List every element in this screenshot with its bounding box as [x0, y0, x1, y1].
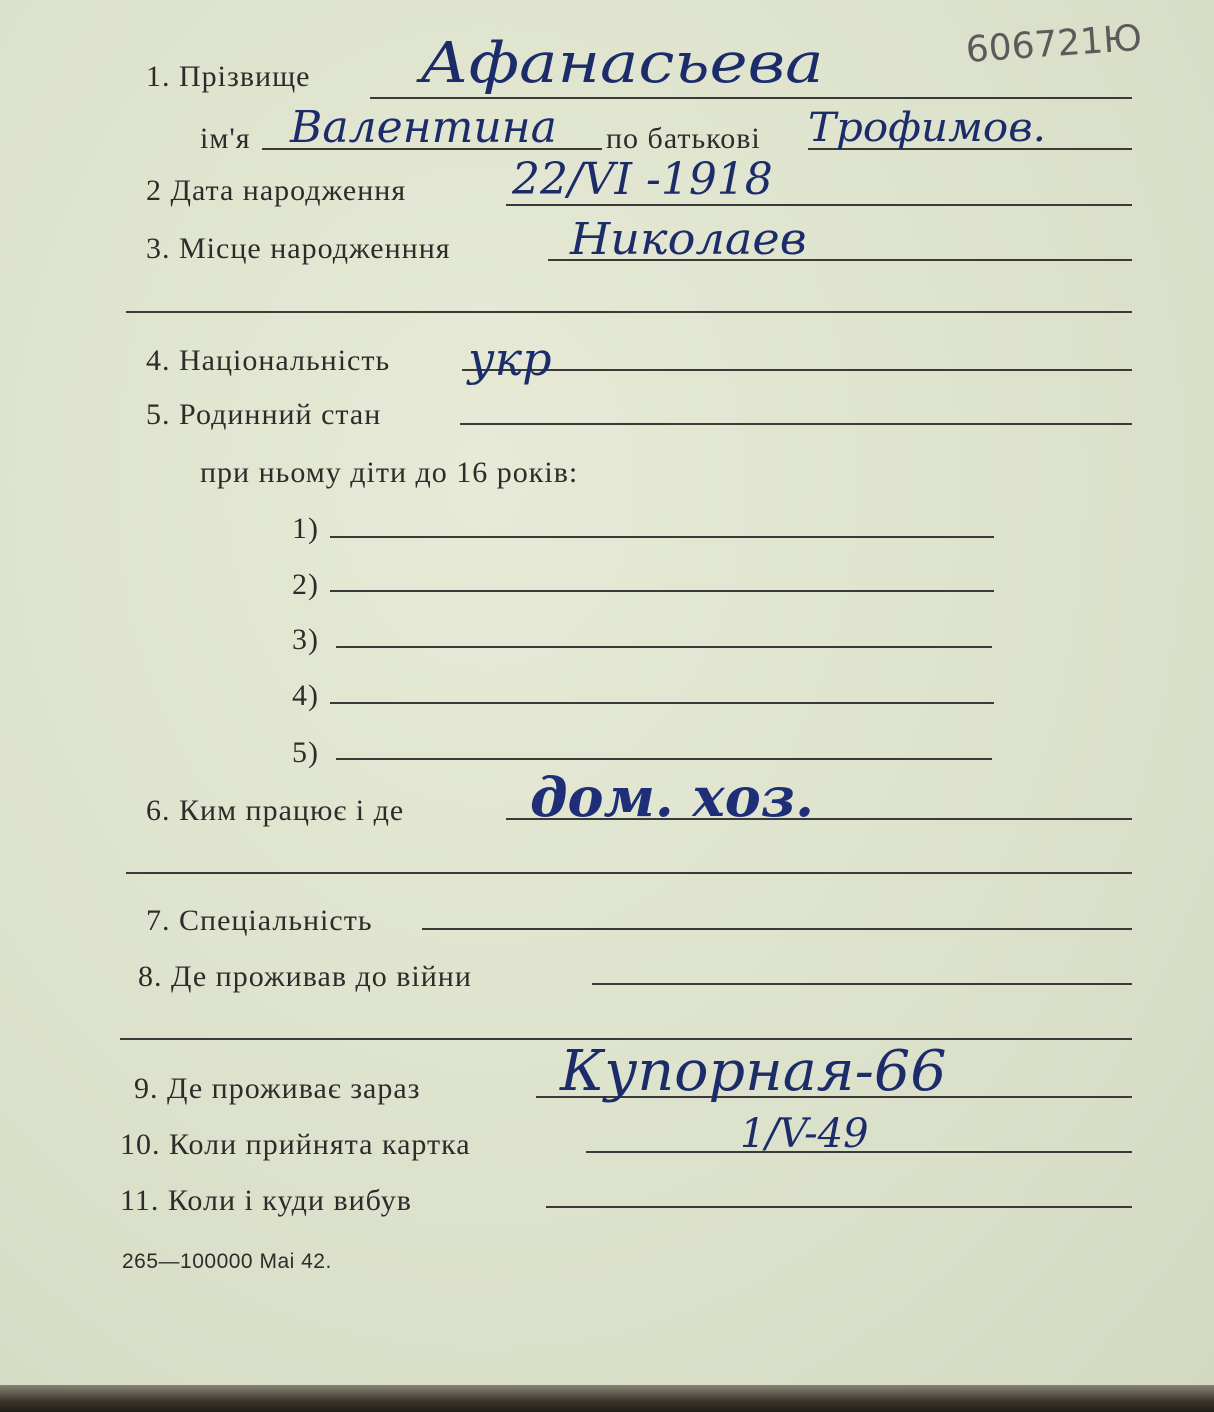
birth-place-line-2	[126, 311, 1132, 313]
pre-war-residence-label: 8. Де проживав до війни	[138, 960, 472, 993]
occupation-line-2	[126, 872, 1132, 874]
patronymic-label: по батькові	[606, 122, 761, 155]
birth-date-label: 2 Дата народження	[146, 174, 407, 207]
surname-line	[370, 97, 1132, 99]
nationality-line	[462, 369, 1132, 371]
birth-place-value: Николаев	[570, 214, 807, 265]
print-note: 265—100000 Mai 42.	[122, 1250, 332, 1273]
current-residence-label: 9. Де проживає зараз	[134, 1072, 421, 1105]
nationality-label: 4. Національність	[146, 344, 391, 377]
occupation-value: дом. хоз.	[530, 765, 814, 829]
child-1-line	[330, 536, 994, 538]
first-name-label: ім'я	[200, 122, 251, 155]
child-5-line	[336, 758, 992, 760]
child-3-line	[336, 646, 992, 648]
surname-label: 1. Прізвище	[146, 60, 311, 93]
child-5-number: 5)	[292, 736, 319, 769]
child-1-number: 1)	[292, 512, 319, 545]
card-accepted-label: 10. Коли прийнята картка	[120, 1128, 471, 1161]
current-residence-value: Купорная-66	[560, 1039, 947, 1104]
occupation-label: 6. Ким працює і де	[146, 794, 405, 827]
nationality-value: укр	[468, 332, 552, 386]
child-4-line	[330, 702, 994, 704]
surname-value: Афанасьева	[420, 31, 824, 96]
children-label: при ньому діти до 16 років:	[200, 456, 579, 489]
card-bottom-edge	[0, 1385, 1214, 1412]
card-accepted-value: 1/V-49	[740, 1111, 869, 1157]
archive-number: 606721Ю	[964, 17, 1144, 71]
child-2-number: 2)	[292, 568, 319, 601]
departure-label: 11. Коли і куди вибув	[120, 1184, 412, 1217]
birth-place-label: 3. Місце народженння	[146, 232, 451, 265]
marital-status-line	[460, 423, 1132, 425]
departure-line	[546, 1206, 1132, 1208]
pre-war-residence-line	[592, 983, 1132, 985]
child-3-number: 3)	[292, 623, 319, 656]
specialty-label: 7. Спеціальність	[146, 904, 373, 937]
birth-date-value: 22/VI -1918	[512, 154, 773, 205]
child-2-line	[330, 590, 994, 592]
marital-status-label: 5. Родинний стан	[146, 398, 382, 431]
child-4-number: 4)	[292, 679, 319, 712]
specialty-line	[422, 928, 1132, 930]
first-name-value: Валентина	[290, 102, 557, 153]
patronymic-value: Трофимов.	[808, 105, 1047, 151]
